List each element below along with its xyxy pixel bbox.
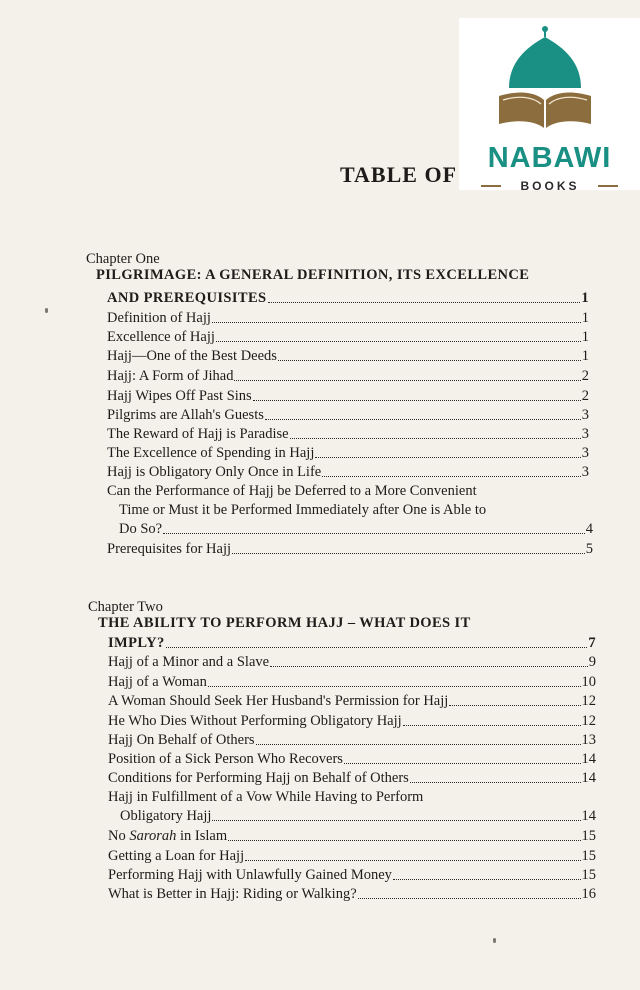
toc-entry[interactable] xyxy=(107,346,589,366)
entry-page: 14 xyxy=(581,770,596,786)
entry-page: 2 xyxy=(581,368,589,384)
entry-title: A Woman Should Seek Her Husband's Permission for Hajj xyxy=(108,693,449,709)
entry-page: 7 xyxy=(588,635,596,651)
entry-title-post: in Islam xyxy=(176,828,228,844)
dot-leader xyxy=(216,335,581,342)
brand-name: NABAWI xyxy=(487,142,612,174)
toc-entry[interactable] xyxy=(108,865,596,885)
dot-leader xyxy=(256,738,581,745)
dot-leader xyxy=(208,680,581,687)
ink-speck xyxy=(493,938,496,943)
entry-title: Obligatory Hajj xyxy=(120,808,212,824)
toc-entry[interactable] xyxy=(108,749,596,769)
toc-entry[interactable] xyxy=(108,884,596,904)
dot-leader xyxy=(410,776,581,783)
rule-right xyxy=(598,185,618,187)
vow-entry-line1: Hajj in Fulfillment of a Vow While Having to Perform xyxy=(108,789,424,805)
entry-title: Hajj—One of the Best Deeds xyxy=(107,348,277,364)
dot-leader xyxy=(212,316,581,323)
page-title: TABLE OF xyxy=(340,162,458,187)
brand-subtitle xyxy=(481,178,618,194)
dot-leader xyxy=(265,413,581,420)
toc-entry[interactable] xyxy=(120,806,596,826)
entry-title: Hajj of a Woman xyxy=(108,674,207,690)
entry-page: 3 xyxy=(581,426,589,442)
entry-title: Position of a Sick Person Who Recovers xyxy=(108,751,343,767)
dot-leader xyxy=(245,854,580,861)
dot-leader xyxy=(393,873,581,880)
toc-entry[interactable] xyxy=(108,768,596,788)
entry-title: Do So? xyxy=(119,521,163,537)
entry-page: 15 xyxy=(581,867,596,883)
entry-page: 14 xyxy=(581,751,596,767)
chapter-one-label: Chapter One xyxy=(86,251,160,267)
chapter-two-label: Chapter Two xyxy=(88,599,163,615)
rule-left xyxy=(481,185,501,187)
entry-title xyxy=(108,826,228,846)
chapter-two-heading: THE ABILITY TO PERFORM HAJJ – WHAT DOES IT xyxy=(98,615,471,631)
toc-entry[interactable] xyxy=(107,308,589,328)
entry-title: Excellence of Hajj xyxy=(107,329,215,345)
dot-leader xyxy=(268,296,581,303)
toc-entry[interactable] xyxy=(108,846,596,866)
toc-entry[interactable] xyxy=(107,366,589,386)
entry-title-pre: No xyxy=(108,828,130,844)
entry-page: 3 xyxy=(581,445,589,461)
dot-leader xyxy=(449,699,580,706)
chapter-two-heading-entry[interactable] xyxy=(108,633,596,653)
entry-title: What is Better in Hajj: Riding or Walking? xyxy=(108,886,357,902)
toc-entry[interactable] xyxy=(108,652,596,672)
brand-subtitle-text: BOOKS xyxy=(520,179,580,193)
long-entry-line2: Time or Must it be Performed Immediately after One is Able to xyxy=(119,502,487,518)
entry-title: Hajj is Obligatory Only Once in Life xyxy=(107,464,322,480)
entry-title: Hajj Wipes Off Past Sins xyxy=(107,388,252,404)
entry-title: IMPLY? xyxy=(108,635,165,651)
entry-title-italic: Sarorah xyxy=(129,828,177,844)
dot-leader xyxy=(315,451,580,458)
entry-title: Prerequisites for Hajj xyxy=(107,541,232,557)
entry-page: 15 xyxy=(581,828,596,844)
toc-entry[interactable] xyxy=(119,519,593,539)
entry-page: 10 xyxy=(581,674,596,690)
toc-entry[interactable] xyxy=(107,443,589,463)
dome-book-icon xyxy=(459,18,640,144)
entry-title: Hajj of a Minor and a Slave xyxy=(108,654,270,670)
entry-title: Hajj: A Form of Jihad xyxy=(107,368,234,384)
entry-page: 1 xyxy=(581,310,589,326)
dot-leader xyxy=(344,757,581,764)
entry-title: He Who Dies Without Performing Obligatory Hajj xyxy=(108,713,402,729)
dot-leader xyxy=(253,394,581,401)
entry-page: 3 xyxy=(581,464,589,480)
entry-page: 14 xyxy=(581,808,596,824)
entry-page: 5 xyxy=(585,541,593,557)
entry-title: AND PREREQUISITES xyxy=(107,290,267,306)
ink-speck xyxy=(45,308,48,313)
entry-page: 4 xyxy=(585,521,593,537)
publisher-logo xyxy=(459,18,640,193)
toc-entry[interactable] xyxy=(107,386,589,406)
toc-entry[interactable] xyxy=(108,691,596,711)
entry-page: 2 xyxy=(581,388,589,404)
chapter-one-heading: PILGRIMAGE: A GENERAL DEFINITION, ITS EXCELLENCE xyxy=(96,267,530,283)
entry-title: The Reward of Hajj is Paradise xyxy=(107,426,289,442)
toc-entry[interactable] xyxy=(108,730,596,750)
entry-title: Pilgrims are Allah's Guests xyxy=(107,407,264,423)
entry-title: Definition of Hajj xyxy=(107,310,211,326)
dot-leader xyxy=(234,374,580,381)
toc-entry[interactable] xyxy=(107,424,589,444)
dot-leader xyxy=(270,660,588,667)
chapter-one-heading-entry[interactable] xyxy=(107,288,589,308)
long-entry-line1: Can the Performance of Hajj be Deferred to a More Convenient xyxy=(107,483,477,499)
dot-leader xyxy=(290,432,581,439)
entry-page: 13 xyxy=(581,732,596,748)
toc-entry[interactable] xyxy=(108,711,596,731)
entry-page: 15 xyxy=(581,848,596,864)
entry-page: 9 xyxy=(588,654,596,670)
entry-title: Getting a Loan for Hajj xyxy=(108,848,245,864)
toc-entry[interactable] xyxy=(107,327,589,347)
entry-page: 16 xyxy=(581,886,596,902)
toc-entry[interactable] xyxy=(107,462,589,482)
dot-leader xyxy=(322,470,581,477)
toc-entry[interactable] xyxy=(108,672,596,692)
dot-leader xyxy=(278,354,581,361)
dot-leader xyxy=(166,641,588,648)
toc-entry[interactable] xyxy=(108,826,596,846)
toc-entry[interactable] xyxy=(107,405,589,425)
entry-title: Conditions for Performing Hajj on Behalf of Others xyxy=(108,770,409,786)
entry-page: 1 xyxy=(581,290,589,306)
dot-leader xyxy=(232,547,585,554)
entry-title: Hajj On Behalf of Others xyxy=(108,732,255,748)
dot-leader xyxy=(163,527,585,534)
entry-page: 1 xyxy=(581,348,589,364)
entry-page: 12 xyxy=(581,713,596,729)
toc-entry[interactable] xyxy=(107,539,593,559)
entry-page: 3 xyxy=(581,407,589,423)
dot-leader xyxy=(228,834,580,841)
entry-page: 12 xyxy=(581,693,596,709)
entry-title: Performing Hajj with Unlawfully Gained Money xyxy=(108,867,392,883)
entry-page: 1 xyxy=(581,329,589,345)
entry-title: The Excellence of Spending in Hajj xyxy=(107,445,315,461)
dot-leader xyxy=(403,719,581,726)
dot-leader xyxy=(212,814,580,821)
dot-leader xyxy=(358,892,581,899)
